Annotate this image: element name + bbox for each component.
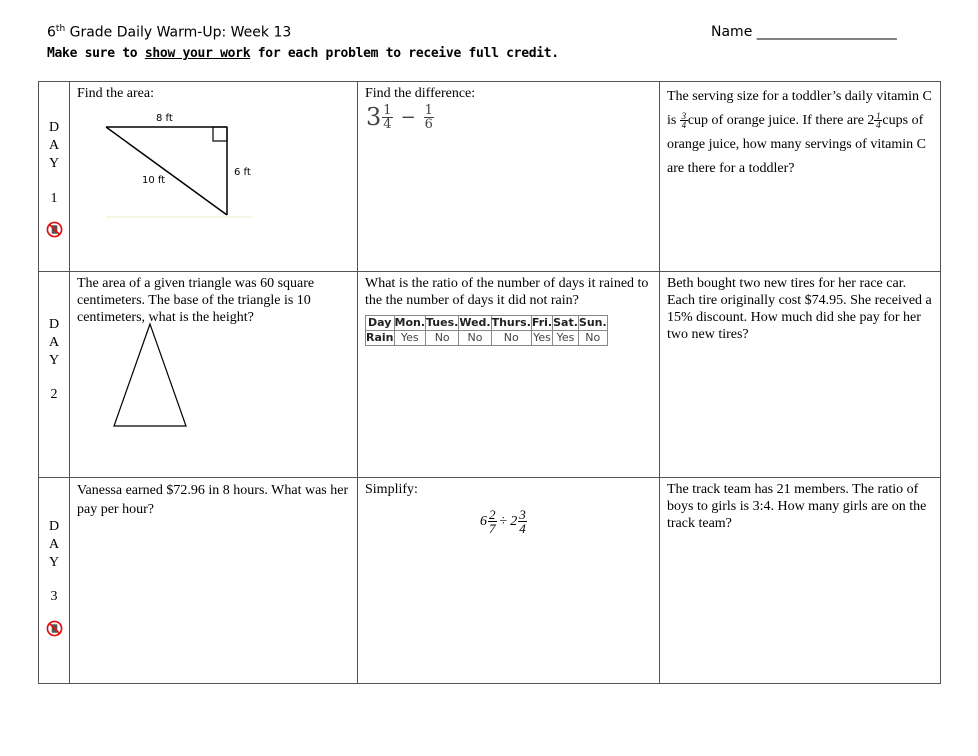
- hypotenuse-label: 10 ft: [142, 175, 166, 186]
- rain-table: [365, 315, 608, 346]
- table-cell: Yes: [533, 331, 551, 344]
- day-number: 3: [50, 589, 58, 604]
- table-header-cell: Wed.: [459, 316, 491, 329]
- fraction: 1 4: [383, 103, 392, 132]
- problem-cell: [660, 272, 941, 478]
- instructions: Make sure to show your work for each problem to receive full credit.: [47, 46, 559, 61]
- isosceles-triangle-figure: [110, 322, 190, 432]
- day-letter: A: [48, 138, 60, 153]
- problem-cell: [70, 478, 358, 684]
- problem-text: What is the ratio of the number of days it rained to the the number of days it did not rain?: [365, 276, 649, 308]
- table-header-cell: Sat.: [553, 316, 578, 329]
- rain-table-header: [366, 316, 608, 331]
- table-cell: Yes: [553, 331, 579, 346]
- day-label-cell: [39, 478, 70, 684]
- day-letter: Y: [48, 555, 60, 570]
- name-field[interactable]: Name ____________________: [711, 24, 897, 40]
- difference-expression: 3 1 4 − $\frac{1}{6}$: [366, 103, 433, 132]
- day-row-1: [39, 82, 941, 272]
- table-header-cell: Fri.: [531, 316, 553, 329]
- table-row-label: Rain: [366, 331, 394, 344]
- top-side-label: 8 ft: [156, 113, 173, 124]
- day-row-3: [39, 478, 941, 684]
- problem-cell: [70, 82, 358, 272]
- fraction: $\frac{1}{4}$: [876, 111, 881, 131]
- day-letter: Y: [48, 353, 60, 368]
- fraction: 3 4: [519, 507, 526, 536]
- problem-text: Vanessa earned $72.96 in 8 hours. What was her pay per hour?: [77, 483, 349, 517]
- problem-text: Simplify:: [365, 482, 418, 497]
- day-letter: D: [48, 519, 60, 534]
- table-cell: No: [459, 331, 491, 346]
- day-number: 1: [50, 191, 58, 206]
- problem-text: The area of a given triangle was 60 square centimeters. The base of the triangle is 10 centimeters, what is the height?: [77, 276, 315, 325]
- division-expression: 6 $\frac{2}{7}$ ÷ 2 3 4: [480, 507, 526, 536]
- whole-number: 3: [366, 103, 382, 131]
- table-header-cell: Sun.: [578, 316, 607, 329]
- day-row-2: [39, 272, 941, 478]
- no-calculator-icon: [46, 620, 63, 637]
- no-calculator-icon: [46, 221, 63, 238]
- day-letter: Y: [48, 156, 60, 171]
- table-header-cell: Mon.: [394, 316, 426, 329]
- day-letter: A: [48, 537, 60, 552]
- day-label-cell: [39, 82, 70, 272]
- problem-cell: [358, 272, 660, 478]
- warmup-grid: [38, 81, 941, 684]
- problem-text: Beth bought two new tires for her race car. Each tire originally cost $74.95. She received a 15% discount. How much did she pay for her two new tires?: [667, 276, 932, 342]
- fraction: $\frac{2}{7}$: [489, 507, 496, 536]
- problem-text: The serving size for a toddler’s daily vitamin C is $\frac{3}{4}$ cup of orange juice. If there are 2 $\frac{1}{4}$ cups of orange juice, how many servings of vitamin C are there for a toddler?: [667, 89, 932, 176]
- problem-cell: [358, 82, 660, 272]
- table-cell: No: [578, 331, 607, 346]
- day-letter: D: [48, 120, 60, 135]
- table-header-cell: Thurs.: [491, 316, 531, 329]
- worksheet-title: 6th Grade Daily Warm-Up: Week 13: [47, 24, 292, 41]
- problem-cell: [358, 478, 660, 684]
- table-header-cell: Tues.: [426, 316, 459, 329]
- problem-text: Find the area:: [77, 86, 154, 101]
- table-cell: Yes: [394, 331, 426, 346]
- day-letter: D: [48, 317, 60, 332]
- day-label-cell: [39, 272, 70, 478]
- day-letter: A: [48, 335, 60, 350]
- table-cell: No: [491, 331, 531, 346]
- fraction: $\frac{3}{4}$: [681, 111, 687, 131]
- table-header-cell: Day: [366, 316, 395, 331]
- right-side-label: 6 ft: [234, 167, 251, 178]
- problem-text: The track team has 21 members. The ratio of boys to girls is 3:4. How many girls are on the track team?: [667, 482, 927, 531]
- fraction: $\frac{1}{6}$: [424, 103, 433, 132]
- problem-cell: [660, 478, 941, 684]
- triangle-figure: [72, 108, 251, 228]
- problem-text: Find the difference:: [365, 86, 476, 101]
- table-cell: No: [426, 331, 459, 346]
- problem-cell: [660, 82, 941, 272]
- rain-table-row: [366, 331, 608, 346]
- problem-cell: [70, 272, 358, 478]
- day-number: 2: [50, 387, 58, 402]
